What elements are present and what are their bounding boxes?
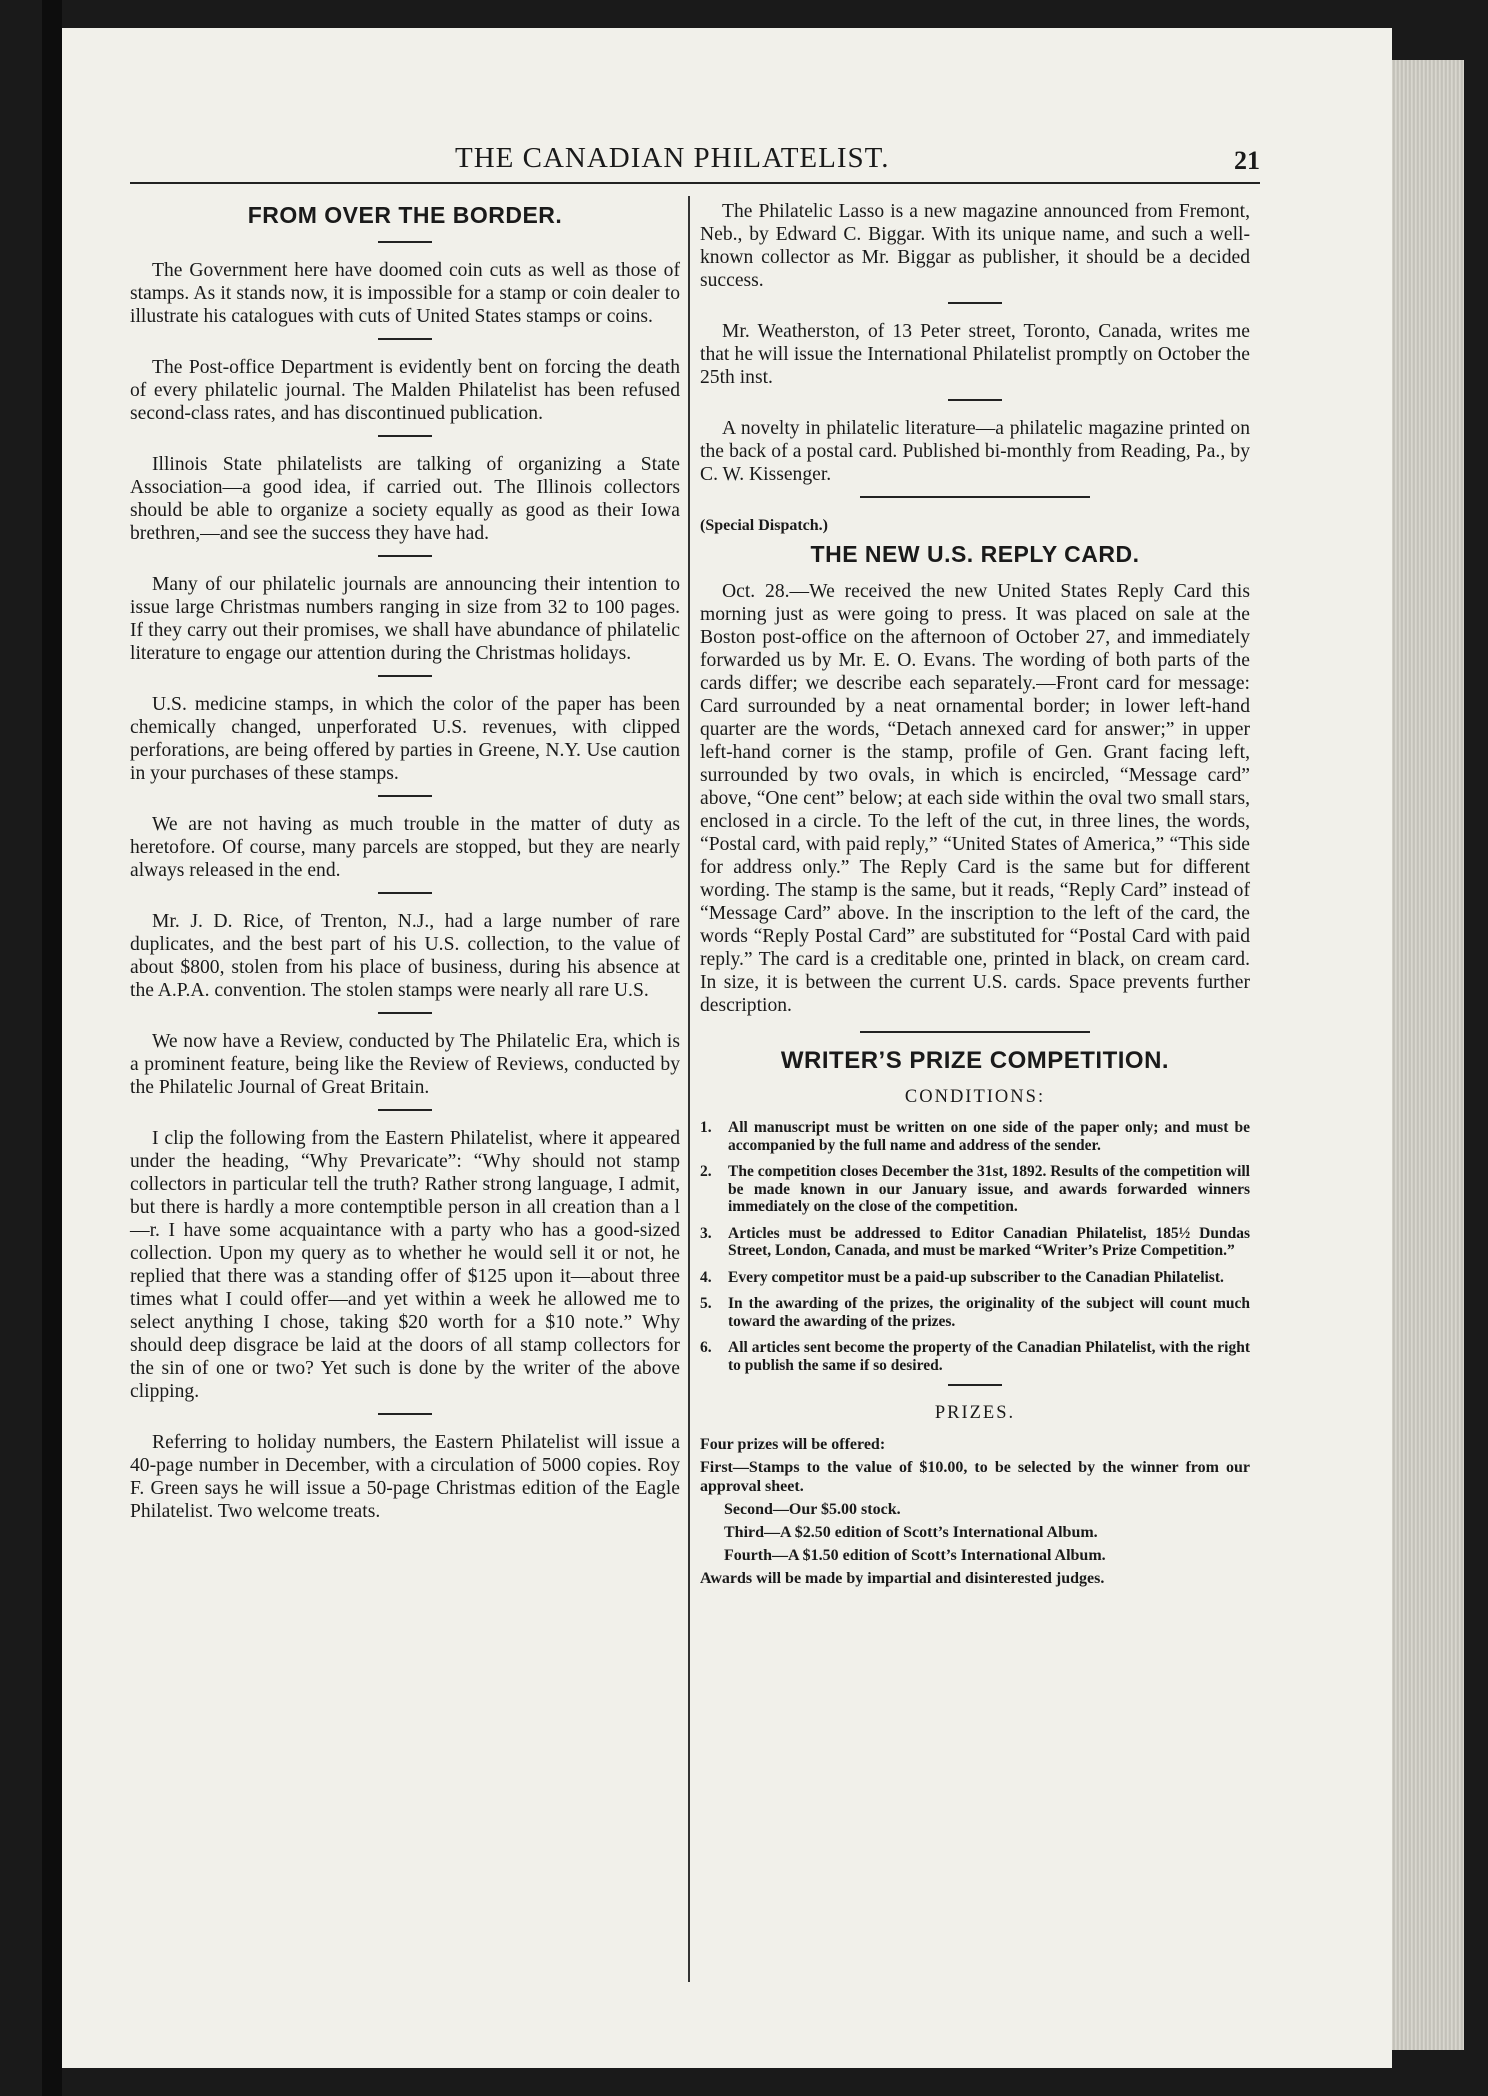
prize-item: First—Stamps to the value of $10.00, to be selected by the winner from our approval sheet. <box>700 1459 1250 1495</box>
separator-rule <box>378 675 432 677</box>
article-paragraph: Many of our philatelic journals are announcing their intention to issue large Christmas numbers ranging in size from 32 to 100 pages. If they carry out their promises, we shall have abundance of philatelic literature to engage our attention during the Christmas holidays. <box>130 574 680 664</box>
separator-rule <box>378 338 432 340</box>
condition-text: All articles sent become the property of the Canadian Philatelist, with the right to publish the same if so desired. <box>728 1339 1250 1374</box>
running-header <box>130 140 1260 184</box>
condition-text: All manuscript must be written on one side of the paper only; and must be accompanied by the full name and address of the sender. <box>728 1119 1250 1154</box>
condition-text: Every competitor must be a paid-up subscriber to the Canadian Philatelist. <box>728 1268 1224 1286</box>
condition-item <box>700 1295 1250 1330</box>
condition-number: 4. <box>700 1268 712 1286</box>
separator-rule <box>948 302 1002 304</box>
prize-item: Fourth—A $1.50 edition of Scott’s International Album. <box>724 1547 1106 1564</box>
condition-number: 6. <box>700 1339 712 1356</box>
article-paragraph: The Philatelic Lasso is a new magazine announced from Fremont, Neb., by Edward C. Biggar. With its unique name, and such a well-known collector as Mr. Biggar as publisher, it should be a decided success. <box>700 201 1250 291</box>
article-paragraph: The Government here have doomed coin cuts as well as those of stamps. As it stands now, it is impossible for a stamp or coin dealer to illustrate his catalogues with cuts of United States stamps or coins. <box>130 260 680 327</box>
page-block-edge <box>1392 60 1464 2050</box>
journal-title: THE CANADIAN PHILATELIST. <box>455 142 890 174</box>
condition-text: The competition closes December the 31st, 1892. Results of the competition will be made known in our January issue, and awards forwarded winners immediately on the close of the competition. <box>728 1163 1250 1215</box>
condition-item <box>700 1269 1250 1287</box>
separator-rule <box>378 241 432 243</box>
separator-rule <box>378 555 432 557</box>
right-column <box>700 200 1250 1592</box>
article-paragraph: We now have a Review, conducted by The Philatelic Era, which is a prominent feature, being like the Review of Reviews, conducted by the Philatelic Journal of Great Britain. <box>130 1031 680 1098</box>
article-paragraph: We are not having as much trouble in the matter of duty as heretofore. Of course, many parcels are stopped, but they are nearly always released in the end. <box>130 814 680 881</box>
separator-rule <box>948 1384 1002 1386</box>
condition-number: 1. <box>700 1119 712 1136</box>
column-divider <box>688 196 690 1982</box>
book-spine-shadow <box>42 0 62 2096</box>
page-number: 21 <box>1234 146 1260 175</box>
condition-number: 2. <box>700 1163 712 1180</box>
condition-text: In the awarding of the prizes, the originality of the subject will count much toward the awarding of the prizes. <box>728 1295 1250 1330</box>
article-paragraph: A novelty in philatelic literature—a philatelic magazine printed on the back of a postal card. Published bi-monthly from Reading, Pa., by C. W. Kissenger. <box>700 418 1250 485</box>
condition-item <box>700 1163 1250 1216</box>
condition-text: Articles must be addressed to Editor Canadian Philatelist, 185½ Dundas Street, London, Canada, and must be marked “Writer’s Prize Competition.” <box>728 1224 1250 1259</box>
separator-rule <box>378 795 432 797</box>
article-paragraph: Illinois State philatelists are talking of organizing a State Association—a good idea, if carried out. The Illinois collectors should be able to organize a society equally as good as their Iowa brethren,—and see the success they have had. <box>130 454 680 544</box>
article-paragraph: The Post-office Department is evidently bent on forcing the death of every philatelic journal. The Malden Philatelist has been refused second-class rates, and has discontinued publication. <box>130 357 680 424</box>
separator-rule <box>378 1012 432 1014</box>
article-paragraph: I clip the following from the Eastern Philatelist, where it appeared under the heading, “Why Prevaricate”: “Why should not stamp collectors in particular tell the truth? Rather strong language, I admit, but there is hardly a more contemptible person in all creation than a l—r. I have some acquaintance with a party who has a good-sized collection. Upon my query as to whether he would sell it or not, he replied that there was a standing offer of $125 upon it—about three times what I could offer—and yet within a week he allowed me to select anything I chose, taking $20 worth for a $10 note.” Why should deep disgrace be laid at the doors of all stamp collectors for the sin of one or two? Yet such is done by the writer of the above clipping. <box>130 1128 680 1402</box>
separator-rule <box>860 1031 1090 1033</box>
conditions-list <box>700 1119 1250 1374</box>
section-heading: FROM OVER THE BORDER. <box>247 202 563 228</box>
left-column <box>130 200 680 1523</box>
article-paragraph: Mr. Weatherston, of 13 Peter street, Toronto, Canada, writes me that he will issue the International Philatelist promptly on October the 25th inst. <box>700 321 1250 388</box>
separator-rule <box>860 496 1090 498</box>
prizes-heading: PRIZES. <box>934 1403 1016 1423</box>
article-paragraph: U.S. medicine stamps, in which the color of the paper has been chemically changed, unperforated U.S. revenues, with clipped perforations, are being offered by parties in Greene, N.Y. Use caution in your purchases of these stamps. <box>130 694 680 784</box>
condition-item <box>700 1339 1250 1374</box>
competition-heading: WRITER’S PRIZE COMPETITION. <box>780 1047 1170 1074</box>
condition-item <box>700 1119 1250 1154</box>
condition-item <box>700 1225 1250 1260</box>
separator-rule <box>948 399 1002 401</box>
dispatch-label: (Special Dispatch.) <box>700 517 828 534</box>
separator-rule <box>378 1413 432 1415</box>
article-paragraph: Mr. J. D. Rice, of Trenton, N.J., had a large number of rare duplicates, and the best part of his U.S. collection, to the value of about $800, stolen from his place of business, during his absence at the A.P.A. convention. The stolen stamps were nearly all rare U.S. <box>130 911 680 1001</box>
separator-rule <box>378 435 432 437</box>
condition-number: 3. <box>700 1224 712 1242</box>
reply-card-heading: THE NEW U.S. REPLY CARD. <box>810 541 1140 567</box>
conditions-heading: CONDITIONS: <box>904 1087 1046 1107</box>
prizes-closing: Awards will be made by impartial and disinterested judges. <box>700 1570 1105 1587</box>
condition-number: 5. <box>700 1295 712 1312</box>
prize-item: Second—Our $5.00 stock. <box>724 1501 901 1518</box>
prize-item: Third—A $2.50 edition of Scott’s International Album. <box>724 1524 1098 1541</box>
article-paragraph: Referring to holiday numbers, the Eastern Philatelist will issue a 40-page number in December, with a circulation of 5000 copies. Roy F. Green says he will issue a 50-page Christmas edition of the Eagle Philatelist. Two welcome treats. <box>130 1432 680 1522</box>
separator-rule <box>378 1109 432 1111</box>
prizes-intro: Four prizes will be offered: <box>700 1436 886 1453</box>
separator-rule <box>378 892 432 894</box>
reply-card-article: Oct. 28.—We received the new United States Reply Card this morning just as were going to press. It was placed on sale at the Boston post-office on the afternoon of October 27, and immediately forwarded us by Mr. E. O. Evans. The wording of both parts of the cards differ; we describe each separately.—Front card for message: Card surrounded by a neat ornamental border; in lower left-hand quarter are the words, “Detach annexed card for answer;” in upper left-hand corner is the stamp, profile of Gen. Grant facing left, surrounded by two ovals, in which is encircled, “Message card” above, “One cent” below; at each side within the oval two small stars, enclosed in a circle. To the left of the cut, in three lines, the words, “Postal card, with paid reply,” “United States of America,” “This side for address only.” The Reply Card is the same but for different wording. The stamp is the same, but it reads, “Reply Card” instead of “Message Card” above. In the inscription to the left of the card, the words “Reply Postal Card” are substituted for “Postal Card with paid reply.” The card is a creditable one, printed in black, on cream card. In size, it is between the current U.S. cards. Space prevents further description. <box>700 581 1250 1016</box>
